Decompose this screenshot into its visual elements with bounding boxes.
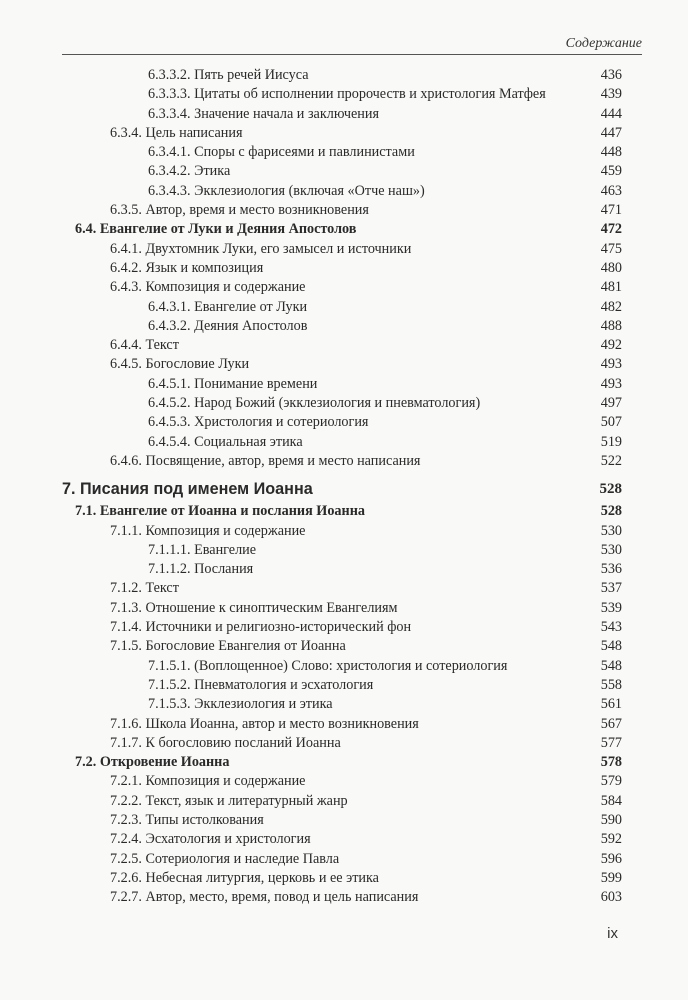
page-number: ix: [607, 925, 618, 942]
toc-entry-title: 7.1.5.2. Пневматология и эсхатология: [148, 676, 374, 693]
toc-entry: [0, 560, 688, 579]
toc-entry: [0, 375, 688, 394]
toc-entry-title: 6.4.5.1. Понимание времени: [148, 375, 318, 392]
toc-entry-page: 584: [600, 792, 622, 809]
toc-entry-title: 7.1. Евангелие от Иоанна и послания Иоанна: [75, 503, 365, 520]
toc-entry-title: 7.2.7. Автор, место, время, повод и цель написания: [110, 889, 419, 906]
toc-entry-page: 577: [600, 734, 622, 751]
toc-entry-title: 6.3.4.3. Экклезиология (включая «Отче наш»): [148, 182, 425, 199]
toc-entry-title: 7.1.1.2. Послания: [148, 561, 254, 578]
toc-entry-title: 7.2.4. Эсхатология и христология: [110, 831, 311, 848]
toc-entry-page: 493: [600, 375, 622, 392]
toc-entry-title: 7.2.6. Небесная литургия, церковь и ее этика: [110, 869, 379, 886]
toc-entry-page: 439: [600, 86, 622, 103]
toc-entry: [0, 792, 688, 811]
toc-entry-title: 7.1.5.1. (Воплощенное) Слово: христология и сотериология: [148, 657, 508, 674]
toc-entry-page: 480: [600, 259, 622, 276]
toc-entry-title: 7. Писания под именем Иоанна: [62, 480, 313, 499]
toc-entry-title: 7.2.2. Текст, язык и литературный жанр: [110, 792, 348, 809]
toc-entry-page: 543: [600, 619, 622, 636]
toc-entry-title: 7.1.3. Отношение к синоптическим Евангелиям: [110, 599, 398, 616]
toc-entry-title: 6.4.5.4. Социальная этика: [148, 433, 303, 450]
toc-entry-page: 459: [600, 163, 622, 180]
running-header: [62, 30, 642, 55]
toc-entry-page: 519: [600, 433, 622, 450]
toc-entry: [0, 522, 688, 541]
toc-entry-title: 7.1.6. Школа Иоанна, автор и место возникновения: [110, 715, 419, 732]
toc-entry-title: 6.3.3.2. Пять речей Иисуса: [148, 67, 309, 83]
toc-entry-title: 7.1.5. Богословие Евангелия от Иоанна: [110, 638, 346, 655]
toc-entry: [0, 869, 688, 888]
toc-entry-page: 448: [600, 144, 622, 161]
toc-entry: [0, 850, 688, 869]
toc-entry-page: 481: [600, 279, 622, 296]
toc-entry-page: 539: [600, 599, 622, 616]
toc-entry-page: 482: [600, 298, 622, 315]
toc-entry-page: 590: [600, 811, 622, 828]
toc-entry-title: 7.2.1. Композиция и содержание: [110, 773, 306, 790]
toc-entry-page: 558: [600, 676, 622, 693]
toc-entry-page: 497: [600, 395, 622, 412]
toc-entry: [0, 298, 688, 317]
toc-entry: [0, 715, 688, 734]
toc-entry-page: 522: [600, 452, 622, 469]
toc-entry-title: 6.3.4.1. Споры с фарисеями и павлинистами: [148, 144, 415, 161]
toc-entry-title: 7.1.5.3. Экклезиология и этика: [148, 696, 333, 713]
toc-entry-page: 596: [600, 850, 622, 867]
toc-entry-title: 6.4.5.2. Народ Божий (экклезиология и пневматология): [148, 395, 481, 412]
toc-entry-title: 6.4.3. Композиция и содержание: [110, 279, 306, 296]
toc-entry-title: 6.4.5.3. Христология и сотериология: [148, 414, 369, 431]
toc-entry-page: 528: [599, 481, 622, 498]
toc-entry-title: 6.4.2. Язык и композиция: [110, 259, 264, 276]
toc-entry-title: 7.1.1.1. Евангелие: [148, 541, 257, 558]
table-of-contents: [0, 66, 688, 907]
toc-entry: [0, 753, 688, 772]
toc-entry-page: 447: [600, 124, 622, 141]
toc-entry-page: 579: [600, 773, 622, 790]
toc-entry: [0, 201, 688, 220]
toc-entry-page: 472: [600, 221, 622, 238]
toc-entry: [0, 66, 688, 85]
toc-entry-title: 7.1.2. Текст: [110, 580, 179, 597]
toc-entry: [0, 657, 688, 676]
toc-entry-page: 528: [600, 503, 622, 520]
toc-entry: [0, 143, 688, 162]
toc-entry-title: 6.4.5. Богословие Луки: [110, 356, 250, 373]
toc-entry: [0, 317, 688, 336]
toc-entry: [0, 772, 688, 791]
toc-entry-title: 6.4. Евангелие от Луки и Деяния Апостолов: [75, 221, 357, 238]
toc-entry-title: 7.2. Откровение Иоанна: [75, 754, 230, 771]
toc-entry-title: 6.4.4. Текст: [110, 337, 179, 354]
toc-entry: [0, 433, 688, 452]
toc-entry: [0, 105, 688, 124]
toc-entry: [0, 336, 688, 355]
toc-entry-title: 6.3.3.3. Цитаты об исполнении пророчеств и христология Матфея: [148, 86, 546, 103]
toc-entry-page: 507: [600, 414, 622, 431]
toc-entry-title: 6.3.3.4. Значение начала и заключения: [148, 105, 380, 122]
toc-entry-title: 6.4.6. Посвящение, автор, время и место написания: [110, 452, 421, 469]
toc-entry-page: 444: [600, 105, 622, 122]
toc-entry-title: 6.3.5. Автор, время и место возникновения: [110, 202, 369, 219]
toc-entry-page: 471: [600, 202, 622, 219]
toc-entry-page: 537: [600, 580, 622, 597]
toc-entry: [0, 220, 688, 239]
toc-entry: [0, 259, 688, 278]
toc-entry: [0, 394, 688, 413]
toc-entry-page: 475: [600, 240, 622, 257]
toc-entry-title: 6.4.1. Двухтомник Луки, его замысел и источники: [110, 240, 412, 257]
toc-entry-page: 536: [600, 561, 622, 578]
toc-entry-page: 561: [600, 696, 622, 713]
toc-entry: [0, 85, 688, 104]
toc-entry: [0, 162, 688, 181]
toc-entry: [0, 676, 688, 695]
toc-entry-title: 7.1.4. Источники и религиозно-исторический фон: [110, 619, 412, 636]
toc-entry: [0, 502, 688, 521]
toc-entry: [0, 734, 688, 753]
toc-entry: [0, 182, 688, 201]
toc-entry-title: 7.1.7. К богословию посланий Иоанна: [110, 734, 341, 751]
toc-entry-title: 6.3.4.2. Этика: [148, 163, 231, 180]
toc-entry-page: 530: [600, 522, 622, 539]
toc-entry-title: 6.4.3.2. Деяния Апостолов: [148, 317, 308, 334]
toc-entry-page: 603: [600, 889, 622, 906]
toc-entry-title: 7.2.5. Сотериология и наследие Павла: [110, 850, 340, 867]
toc-entry: [0, 240, 688, 259]
toc-entry-page: 599: [600, 869, 622, 886]
toc-entry-page: 578: [600, 754, 622, 771]
toc-entry-title: 7.2.3. Типы истолкования: [110, 811, 264, 828]
toc-entry: [0, 599, 688, 618]
toc-entry: [0, 888, 688, 907]
toc-entry-page: 488: [600, 317, 622, 334]
toc-entry: [0, 477, 688, 501]
toc-entry-page: 492: [600, 337, 622, 354]
toc-entry: [0, 811, 688, 830]
toc-entry-page: 592: [600, 831, 622, 848]
toc-entry: [0, 413, 688, 432]
toc-entry-page: 463: [600, 182, 622, 199]
toc-entry-title: 7.1.1. Композиция и содержание: [110, 522, 306, 539]
toc-entry-page: 493: [600, 356, 622, 373]
toc-entry-page: 567: [600, 715, 622, 732]
toc-entry-page: 530: [600, 541, 622, 558]
running-header-title: Содержание: [565, 36, 642, 51]
toc-entry-page: 548: [600, 638, 622, 655]
toc-entry: [0, 278, 688, 297]
toc-entry: [0, 695, 688, 714]
toc-entry: [0, 579, 688, 598]
toc-entry-title: 6.3.4. Цель написания: [110, 124, 243, 141]
toc-entry: [0, 355, 688, 374]
toc-entry-title: 6.4.3.1. Евангелие от Луки: [148, 298, 308, 315]
toc-entry: [0, 124, 688, 143]
toc-entry: [0, 830, 688, 849]
toc-entry: [0, 541, 688, 560]
toc-entry: [0, 637, 688, 656]
toc-entry-page: 436: [600, 67, 622, 83]
toc-entry: [0, 618, 688, 637]
toc-entry: [0, 452, 688, 471]
toc-entry-page: 548: [600, 657, 622, 674]
